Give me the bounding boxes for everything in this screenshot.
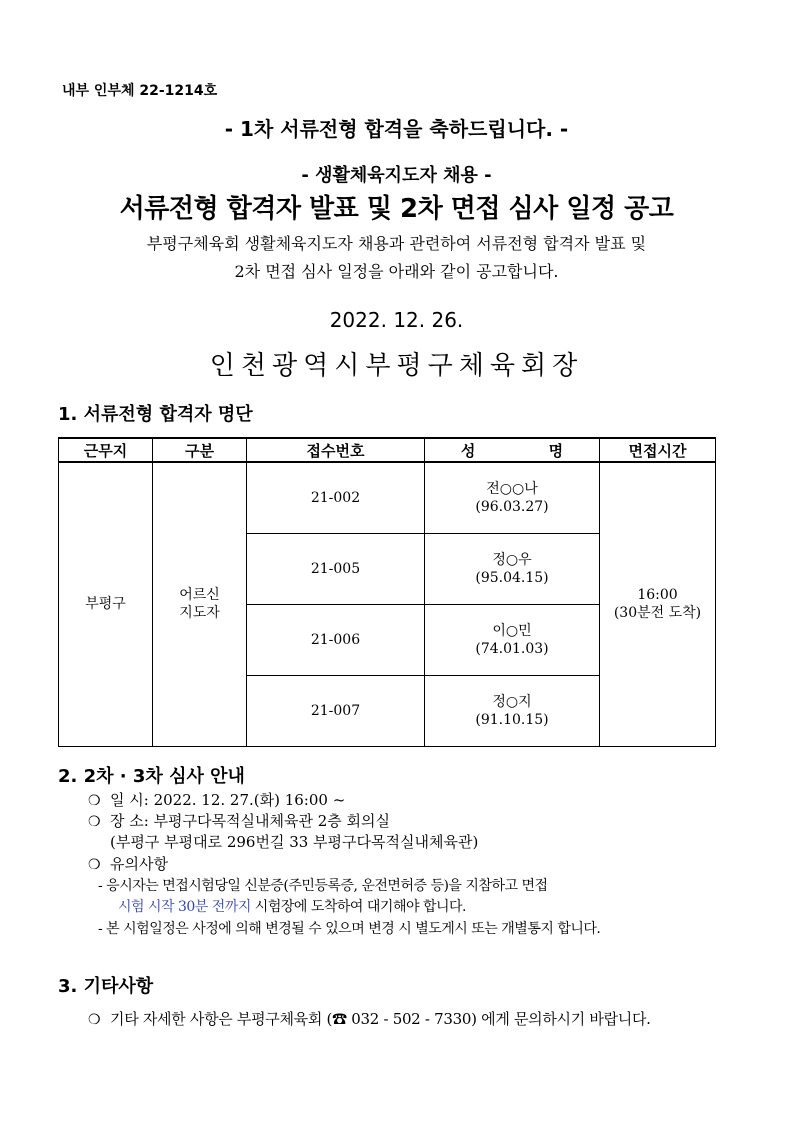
applicant-name: 정○우: [492, 551, 532, 568]
page-title: 서류전형 합격자 발표 및 2차 면접 심사 일정 공고: [119, 194, 674, 224]
applicant-name: 이○민: [492, 622, 532, 639]
applicant-number: 21-007: [247, 675, 425, 746]
category-cell: [153, 462, 247, 746]
applicant-birth: (95.04.15): [475, 569, 549, 586]
applicant-number: 21-006: [247, 604, 425, 675]
note-1-line-2-rest: 시험장에 도착하여 대기해야 합니다.: [250, 899, 466, 915]
applicant-name: 정○지: [492, 693, 532, 710]
applicant-name: 전○○나: [486, 480, 538, 497]
workplace-cell: 부평구: [59, 462, 153, 746]
applicant-birth: (91.10.15): [475, 711, 549, 728]
category-line-2: 지도자: [179, 605, 220, 622]
applicant-birth: (96.03.27): [475, 498, 549, 515]
schedule-datetime-text: 일 시: 2022. 12. 27.(화) 16:00 ~: [110, 791, 346, 809]
contact-text-after: 032 - 502 - 7330) 에게 문의하시기 바랍니다.: [346, 1010, 651, 1028]
table-header-row: [59, 438, 716, 462]
schedule-place: [88, 810, 390, 831]
subtitle: - 생활체육지도자 채용 -: [301, 165, 492, 186]
intro-line-2: 2차 면접 심사 일정을 아래와 같이 공고합니다.: [234, 262, 559, 281]
circle-bullet-icon: ❍: [88, 793, 101, 809]
interview-time: 16:00: [637, 587, 678, 604]
column-header-interview-time: 면접시간: [600, 438, 716, 462]
congratulation-heading: - 1차 서류전형 합격을 축하드립니다. -: [224, 117, 569, 141]
interview-note: (30분전 도착): [613, 605, 702, 622]
applicant-number: 21-002: [247, 462, 425, 533]
circle-bullet-icon: ❍: [88, 857, 101, 873]
column-header-name: [425, 438, 600, 462]
section-2-title: 2. 2차 · 3차 심사 안내: [58, 766, 245, 787]
column-header-number: 접수번호: [247, 438, 425, 462]
contact-text-before: 기타 자세한 사항은 부평구체육회 (: [110, 1010, 333, 1028]
schedule-datetime: [88, 789, 345, 810]
applicant-number: 21-005: [247, 533, 425, 604]
circle-bullet-icon: ❍: [88, 1012, 101, 1028]
note-1-line-2: [118, 896, 466, 916]
interview-time-cell: [600, 462, 716, 746]
notes-heading-text: 유의사항: [110, 855, 168, 873]
applicant-name-cell: [425, 533, 600, 604]
section-3-title: 3. 기타사항: [58, 976, 154, 997]
column-header-category: 구분: [153, 438, 247, 462]
applicant-name-cell: [425, 462, 600, 533]
schedule-address: (부평구 부평대로 296번길 33 부평구다목적실내체육관): [110, 833, 479, 851]
applicant-name-cell: [425, 675, 600, 746]
applicant-table: [58, 437, 716, 747]
applicant-name-cell: [425, 604, 600, 675]
schedule-place-text: 장 소: 부평구다목적실내체육관 2층 회의실: [110, 812, 391, 830]
column-header-workplace: 근무지: [59, 438, 153, 462]
circle-bullet-icon: ❍: [88, 814, 101, 830]
note-2: - 본 시험일정은 사정에 의해 변경될 수 있으며 변경 시 별도게시 또는 개별통지 합니다.: [98, 921, 601, 937]
intro-line-1: 부평구체육회 생활체육지도자 채용과 관련하여 서류전형 합격자 발표 및: [146, 234, 647, 253]
notes-heading: [88, 853, 168, 874]
issuer-name: 인천광역시부평구체육회장: [209, 351, 584, 381]
category-line-1: 어르신: [179, 587, 220, 604]
phone-icon: ☎: [332, 1010, 347, 1028]
note-1-highlight: 시험 시작 30분 전까지: [118, 899, 251, 915]
contact-line: [88, 1008, 651, 1029]
section-1-title: 1. 서류전형 합격자 명단: [58, 404, 253, 425]
column-header-name-text: 성 명: [460, 441, 598, 460]
note-1-line-1: - 응시자는 면접시험당일 신분증(주민등록증, 운전면허증 등)을 지참하고 면접: [98, 878, 548, 894]
table-row: [59, 462, 716, 533]
document-number: 내부 인부체 22-1214호: [62, 83, 218, 99]
announcement-date: 2022. 12. 26.: [329, 308, 464, 332]
applicant-birth: (74.01.03): [475, 640, 549, 657]
